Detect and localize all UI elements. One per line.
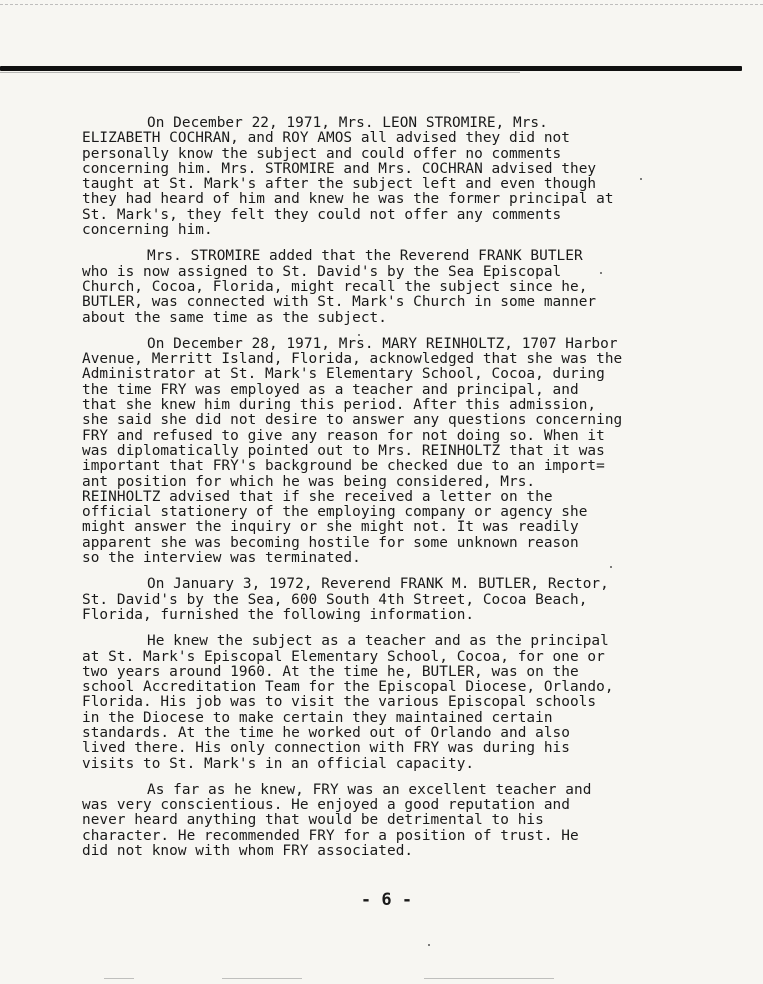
text-line: FRY and refused to give any reason for not doing so. When it: [82, 427, 605, 444]
text-line: did not know with whom FRY associated.: [82, 843, 414, 860]
text-line: As far as he knew, FRY was an excellent teacher and: [147, 781, 592, 798]
paragraph-5: [82, 634, 682, 772]
text-line: they had heard of him and knew he was the former principal at: [82, 191, 614, 208]
paragraph-3: [82, 337, 682, 566]
scan-speck: [600, 272, 602, 274]
paragraph-4: [82, 577, 682, 623]
paragraph-6: [82, 783, 682, 859]
text-line: standards. At the time he worked out of Orlando and also: [82, 724, 570, 741]
bottom-scan-mark: [104, 978, 134, 979]
text-line: On January 3, 1972, Reverend FRANK M. BUTLER, Rector,: [147, 576, 609, 593]
text-line: St. Mark's, they felt they could not offer any comments: [82, 206, 562, 223]
text-line: St. David's by the Sea, 600 South 4th Street, Cocoa Beach,: [82, 591, 588, 608]
paragraph-1: [82, 116, 682, 238]
text-line: Administrator at St. Mark's Elementary School, Cocoa, during: [82, 366, 605, 383]
text-line: two years around 1960. At the time he, BUTLER, was on the: [82, 663, 579, 680]
text-line: so the interview was terminated.: [82, 550, 361, 567]
text-line: BUTLER, was connected with St. Mark's Church in some manner: [82, 294, 597, 311]
text-line: at St. Mark's Episcopal Elementary School, Cocoa, for one or: [82, 648, 605, 665]
text-line: concerning him. Mrs. STROMIRE and Mrs. COCHRAN advised they: [82, 160, 597, 177]
paragraph-2: [82, 249, 682, 325]
scan-speck: [610, 566, 612, 568]
text-line: Avenue, Merritt Island, Florida, acknowledged that she was the: [82, 351, 623, 368]
body-text: [82, 116, 682, 870]
text-line: school Accreditation Team for the Episcopal Diocese, Orlando,: [82, 679, 614, 696]
text-line: official stationery of the employing company or agency she: [82, 504, 588, 521]
bottom-scan-mark: [222, 978, 302, 979]
text-line: the time FRY was employed as a teacher and principal, and: [82, 381, 579, 398]
text-line: character. He recommended FRY for a position of trust. He: [82, 827, 579, 844]
text-line: apparent she was becoming hostile for some unknown reason: [82, 534, 579, 551]
scan-speck: [640, 178, 642, 180]
text-line: taught at St. Mark's after the subject left and even though: [82, 176, 597, 193]
top-edge-dots: [0, 4, 763, 5]
text-line: He knew the subject as a teacher and as the principal: [147, 633, 609, 650]
text-line: who is now assigned to St. David's by the Sea Episcopal: [82, 263, 562, 280]
text-line: Florida. His job was to visit the various Episcopal schools: [82, 694, 597, 711]
scan-speck: [428, 944, 430, 946]
text-line: was very conscientious. He enjoyed a good reputation and: [82, 797, 570, 814]
text-line: concerning him.: [82, 222, 213, 239]
text-line: ELIZABETH COCHRAN, and ROY AMOS all advised they did not: [82, 130, 570, 147]
text-line: might answer the inquiry or she might not. It was readily: [82, 519, 579, 536]
scan-speck: [358, 334, 360, 336]
text-line: was diplomatically pointed out to Mrs. REINHOLTZ that it was: [82, 442, 605, 459]
text-line: REINHOLTZ advised that if she received a letter on the: [82, 488, 553, 505]
text-line: Florida, furnished the following information.: [82, 606, 475, 623]
text-line: On December 28, 1971, Mrs. MARY REINHOLTZ, 1707 Harbor: [147, 335, 618, 352]
text-line: Church, Cocoa, Florida, might recall the subject since he,: [82, 278, 588, 295]
text-line: about the same time as the subject.: [82, 309, 387, 326]
text-line: that she knew him during this period. After this admission,: [82, 397, 597, 414]
text-line: lived there. His only connection with FRY was during his: [82, 740, 570, 757]
page-number-text: - 6 -: [360, 890, 413, 910]
bottom-scan-mark: [424, 978, 554, 979]
text-line: she said she did not desire to answer any questions concerning: [82, 412, 623, 429]
header-rule: [0, 66, 742, 71]
text-line: Mrs. STROMIRE added that the Reverend FRANK BUTLER: [147, 248, 583, 265]
page-number: [0, 890, 763, 910]
text-line: in the Diocese to make certain they maintained certain: [82, 709, 553, 726]
text-line: important that FRY's background be checked due to an import=: [82, 458, 605, 475]
text-line: visits to St. Mark's in an official capacity.: [82, 755, 475, 772]
text-line: ant position for which he was being considered, Mrs.: [82, 473, 536, 490]
text-line: never heard anything that would be detrimental to his: [82, 812, 544, 829]
text-line: On December 22, 1971, Mrs. LEON STROMIRE, Mrs.: [147, 115, 548, 131]
header-rule-shadow: [0, 72, 520, 73]
text-line: personally know the subject and could offer no comments: [82, 145, 562, 162]
